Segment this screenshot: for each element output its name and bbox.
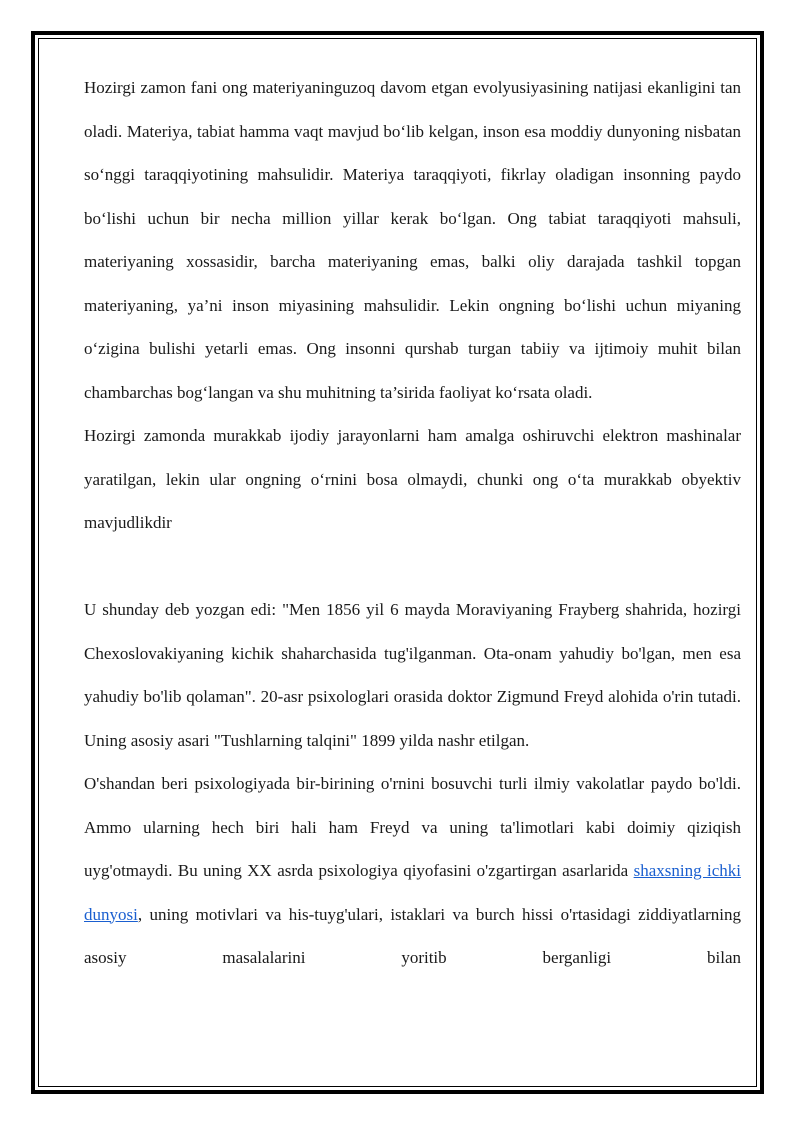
paragraph: Hozirgi zamonda murakkab ijodiy jarayonlarni ham amalga oshiruvchi elektron mashinalar yaratilgan, lekin ular ongning o‘rnini bosa olmaydi, chunki ong o‘ta murakkab obyektiv mavjudlikdir [84, 426, 741, 532]
paragraph: U shunday deb yozgan edi: "Men 1856 yil 6 mayda Moraviyaning Frayberg shahrida, hozirgi Chexoslovakiyaning kichik shaharchasida tug'ilganman. Ota-onam yahudiy bo'lgan, men esa yahudiy bo'lib qolaman". 20-asr psixologlari orasida doktor Zigmund Freyd alohida o'rin tutadi. Uning asosiy asari "Tushlarning talqini" 1899 yilda nashr etilgan. [84, 600, 741, 750]
document-body [84, 66, 741, 980]
paragraph [84, 762, 741, 980]
hyperlink-shaxsning-ichki-dunyosi[interactable]: shaxsning ichki dunyosi [84, 861, 741, 924]
blank-line [84, 545, 741, 589]
paragraph-text: O'shandan beri psixologiyada bir-birining o'rnini bosuvchi turli ilmiy vakolatlar paydo bo'ldi. Ammo ularning hech biri hali ham Freyd va uning ta'limotlari kabi doimiy qiziqish uyg'otmaydi. Bu uning XX asrda psixologiya qiyofasini o'zgartirgan asarlarida [84, 774, 741, 880]
paragraph: Hozirgi zamon fani ong materiyaninguzoq davom etgan evolyusiyasining natijasi ekanligini tan oladi. Materiya, tabiat hamma vaqt mavjud bo‘lib kelgan, inson esa moddiy dunyoning nisbatan so‘nggi taraqqiyotining mahsulidir. Materiya taraqqiyoti, fikrlay oladigan insonning paydo bo‘lishi uchun bir necha million yillar kerak bo‘lgan. Ong tabiat taraqqiyoti mahsuli, materiyaning xossasidir, barcha materiyaning emas, balki oliy darajada tashkil topgan materiyaning, ya’ni inson miyasining mahsulidir. Lekin ongning bo‘lishi uchun miyaning o‘zigina bulishi yetarli emas. Ong insonni qurshab turgan tabiiy va ijtimoiy muhit bilan chambarchas bog‘langan va shu muhitning ta’sirida faoliyat ko‘rsata oladi. [84, 78, 741, 402]
paragraph-text: , uning motivlari va his-tuyg'ulari, istaklari va burch hissi o'rtasidagi ziddiyatlarning asosiy masalalarini yoritib berganligi bilan [84, 904, 741, 967]
